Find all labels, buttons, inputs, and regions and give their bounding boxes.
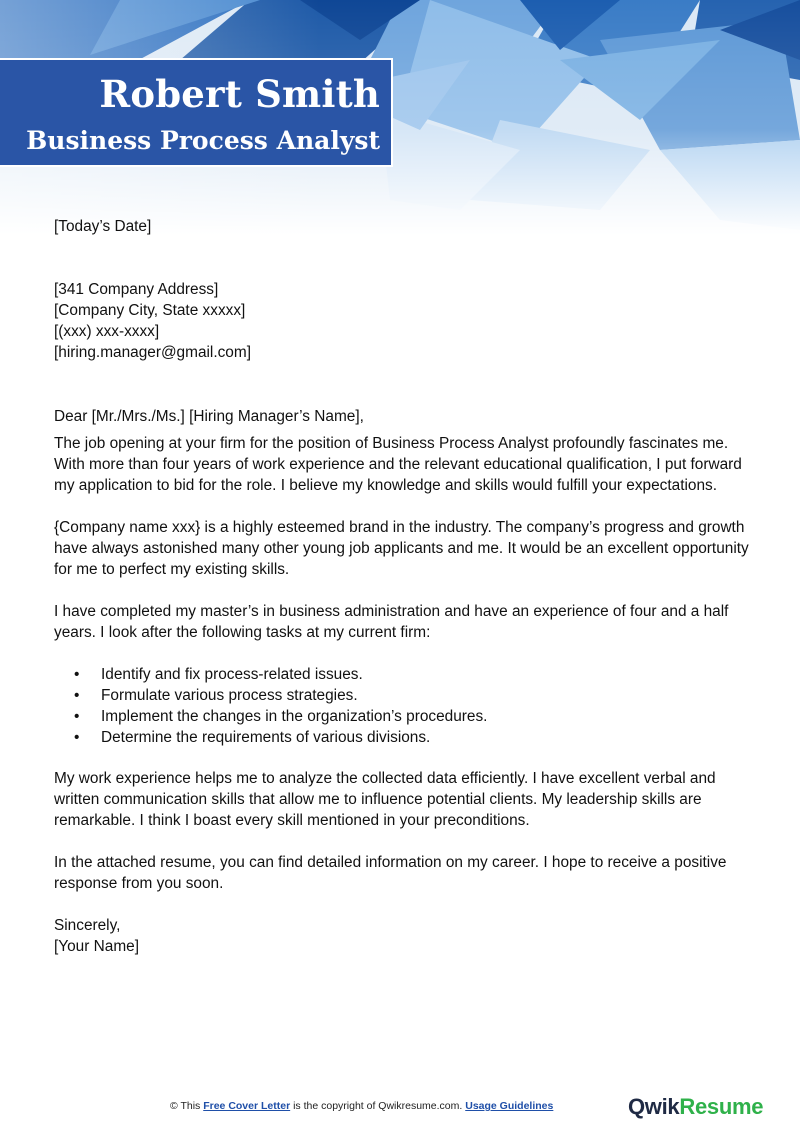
body-paragraph: I have completed my master’s in business administration and have an experience of four and a half years. I look after the following tasks at my current firm: [54,603,729,641]
cover-letter-body [54,216,754,957]
body-paragraph: {Company name xxx} is a highly esteemed brand in the industry. The company’s progress and growth have always astonished many other young job applicants and me. It would be an excellent opportunity for me to perfect my existing skills. [54,519,749,578]
address-line: [341 Company Address] [54,281,219,298]
bullet-icon: • [74,729,80,746]
signature-name: [Your Name] [54,938,139,955]
closing-paragraph: My work experience helps me to analyze the collected data efficiently. I have excellent verbal and written communication skills that allow me to influence potential clients. My leadership skills are remarkable. I think I boast every skill mentioned in your preconditions. [54,770,716,829]
bullet-icon: • [74,666,80,683]
copyright-prefix: © This [170,1100,204,1112]
name-banner [0,58,393,167]
task-list [54,664,754,748]
address-line: [Company City, State xxxxx] [54,302,246,319]
sign-off: Sincerely, [54,917,121,934]
copyright-notice [170,1100,553,1112]
applicant-job-title: Business Process Analyst [26,126,380,155]
closing-paragraph: In the attached resume, you can find detailed information on my career. I hope to receive a positive response from you soon. [54,854,727,892]
bullet-icon: • [74,708,80,725]
task-text: Formulate various process strategies. [101,687,358,704]
logo-part-qwik: Qwik [628,1094,680,1119]
task-list-item [54,706,754,727]
applicant-name: Robert Smith [99,72,380,116]
address-line: [(xxx) xxx-xxxx] [54,323,160,340]
task-text: Identify and fix process-related issues. [101,666,363,683]
logo-part-resume: Resume [679,1094,764,1119]
task-list-item [54,664,754,685]
address-line: [hiring.manager@gmail.com] [54,344,251,361]
recipient-address-block [54,279,754,363]
qwikresume-logo [628,1094,763,1120]
bullet-icon: • [74,687,80,704]
task-text: Implement the changes in the organization’s procedures. [101,708,488,725]
letter-date: [Today’s Date] [54,218,152,235]
task-list-item [54,685,754,706]
body-paragraph: The job opening at your firm for the position of Business Process Analyst profoundly fascinates me. With more than four years of work experience and the relevant educational qualification, I put forward my application to bid for the role. I believe my knowledge and skills would fulfill your expectations. [54,435,742,494]
task-text: Determine the requirements of various divisions. [101,729,431,746]
salutation: Dear [Mr./Mrs./Ms.] [Hiring Manager’s Name], [54,408,364,425]
usage-guidelines-link[interactable]: Usage Guidelines [465,1100,554,1112]
copyright-middle: is the copyright of Qwikresume.com. [290,1100,466,1112]
task-list-item [54,727,754,748]
free-cover-letter-link[interactable]: Free Cover Letter [203,1100,291,1112]
